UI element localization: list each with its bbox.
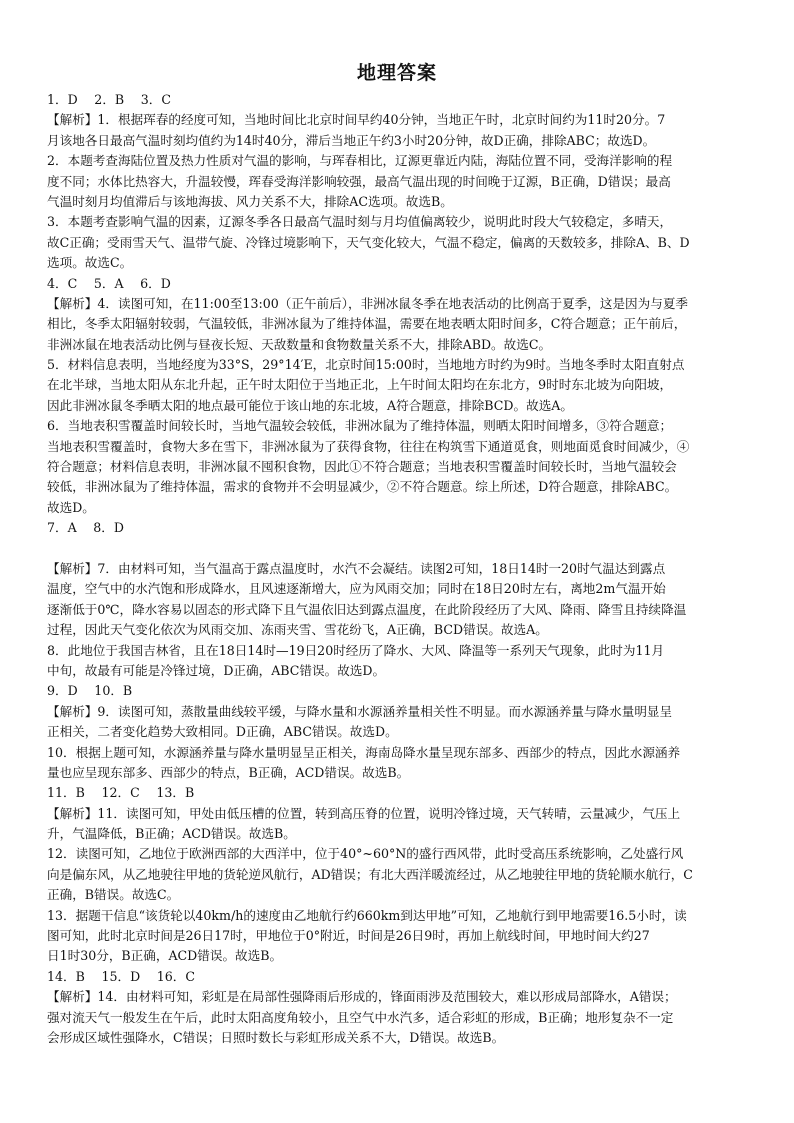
text-line: 6．当地表积雪覆盖时间较长时，当地气温较会较低，非洲冰鼠为了维持体温，则晒太阳时间增多，③符合题意； [47,418,673,434]
text-line: 符合题意；材料信息表明，非洲冰鼠不囤积食物，因此①不符合题意；当地表积雪覆盖时间较长时，当地气温较会 [47,459,677,475]
text-line: 【解析】1．根据珲春的经度可知，当地时间比北京时间早约40分钟，当地正午时，北京时间约为11时20分。7 [47,112,666,128]
text-line: 2．本题考查海陆位置及热力性质对气温的影响，与珲春相比，辽源更靠近内陆，海陆位置不同，受海洋影响的程 [47,153,673,169]
blank-line [47,539,769,559]
text-line: 相比，冬季太阳辐射较弱，气温较低，非洲冰鼠为了维持体温，需要在地表晒太阳时间多，C符合题意；正午前后， [47,316,687,332]
text-line: 度不同；水体比热容大，升温较慢，珲春受海洋影响较强，最高气温出现的时间晚于辽源，B正确，D错误；最高 [47,173,671,189]
text-line: 气温时刻月均值滞后与该地海拔、风力关系不大，排除AC选项。故选B。 [47,193,453,209]
text-line: 会形成区域性强降水，C错误；日照时数长与彩虹形成关系不大，D错误。故选B。 [47,1029,505,1045]
text-line: 10．根据上题可知，水源涵养量与降水量明显呈正相关，海南岛降水量呈现东部多、西部少的特点，因此水源涵养 [47,744,681,760]
text-line: 正确，B错误。故选C。 [47,887,180,903]
text-line: 5．材料信息表明，当地经度为33°S，29°14′E，北京时间15:00时，当地地方时约为9时。当地冬季时太阳直射点 [47,357,685,373]
text-line: 当地表积雪覆盖时，食物大多在雪下，非洲冰鼠为了获得食物，往往在构筑雪下通道觅食，则地面觅食时间减少，④ [47,438,690,454]
text-line: 图可知，此时北京时间是26日17时，甲地位于0°附近，时间是26日9时，再加上航线时间，甲地时间大约27 [47,928,650,944]
text-line: 量也应呈现东部多、西部少的特点，B正确，ACD错误。故选B。 [47,764,410,780]
text-line: 向是偏东风，从乙地驶往甲地的货轮逆风航行，AD错误；有北大西洋暖流经过，从乙地驶往甲地的货轮顺水航行，C [47,866,693,882]
text-line: 13．据题干信息“该货轮以40km/h的速度由乙地航行约660km到达甲地”可知，乙地航行到甲地需要16.5小时，读 [47,907,687,923]
text-line: 【解析】9．读图可知，蒸散量曲线较平缓，与降水量和水源涵养量相关性不明显。而水源涵养量与降水量明显呈 [47,703,673,719]
text-line: 非洲冰鼠在地表活动比例与昼夜长短、天敌数量和食物数量关系不大，排除ABD。故选C。 [47,336,552,352]
text-line: 12．读图可知，乙地位于欧洲西部的大西洋中，位于40°~60°N的盛行西风带，此时受高压系统影响，乙处盛行风 [47,846,684,862]
text-line: 14．B 15．D 16．C [47,968,196,984]
text-line: 较低，非洲冰鼠为了维持体温，需求的食物并不会明显减少，②不符合题意。综上所述，D符合题意，排除ABC。 [47,479,678,495]
text-line: 1．D 2．B 3．C [47,92,172,107]
text-line: 因此非洲冰鼠冬季晒太阳的地点最可能位于该山地的东北坡，A符合题意，排除BCD。故选A。 [47,397,573,413]
text-line: 月该地各日最高气温时刻均值约为14时40分，滞后当地正午约3小时20分钟，故D正确，排除ABC；故选D。 [47,132,656,148]
text-line: 【解析】7．由材料可知，当气温高于露点温度时，水汽不会凝结。读图2可知，18日14时一20时气温达到露点 [47,560,666,576]
text-line: 【解析】14．由材料可知，彩虹是在局部性强降雨后形成的，锋面雨涉及范围较大，难以形成局部降水，A错误； [47,989,677,1005]
text-line: 温度，空气中的水汽饱和形成降水，且风速逐渐增大，应为风雨交加；同时在18日20时左右，离地2m气温开始 [47,581,666,597]
text-line: 【解析】4．读图可知，在11:00至13:00（正午前后），非洲冰鼠冬季在地表活动的比例高于夏季，这是因为与夏季 [47,295,689,311]
text-line: 逐渐低于0℃，降水容易以固态的形式降下且气温依旧达到露点温度，在此阶段经历了大风、降雨、降雪且持续降温 [47,601,687,617]
text-line: 故C正确；受雨雪天气、温带气旋、冷锋过境影响下，天气变化较大，气温不稳定，偏离的天数较多，排除A、B、D [47,234,690,250]
text-line: 4．C 5．A 6．D [47,275,171,291]
text-line: 7．A 8．D [47,520,125,536]
page-title: 地理答案 [356,62,437,84]
text-line: 过程，因此天气变化依次为风雨交加、冻雨夹雪、雪花纷飞，A正确，BCD错误。故选A。 [47,622,548,638]
text-line: 中旬，故最有可能是冷锋过境，D正确，ABC错误。故选D。 [47,662,386,678]
text-line: 【解析】11．读图可知，甲处由低压槽的位置，转到高压脊的位置，说明冷锋过境，天气转晴，云量减少，气压上 [47,805,681,821]
answer-text [47,90,769,1048]
text-line: 11．B 12．C 13．B [47,785,195,801]
text-line: 在北半球，当地太阳从东北升起，正午时太阳位于当地正北，上午时间太阳均在东北方，9时时东北坡为向阳坡， [47,377,673,393]
text-line: 正相关，二者变化趋势大致相同。D正确，ABC错误。故选D。 [47,724,398,740]
text-line: 升，气温降低，B正确；ACD错误。故选B。 [47,826,296,842]
text-line: 8．此地位于我国吉林省，且在18日14时—19日20时经历了降水、大风、降温等一系列天气现象，此时为11月 [47,642,665,658]
text-line: 强对流天气一般发生在午后，此时太阳高度角较小，且空气中水汽多，适合彩虹的形成，B正确；地形复杂不一定 [47,1009,674,1025]
text-line: 选项。故选C。 [47,255,133,271]
text-line: 3．本题考查影响气温的因素，辽源冬季各日最高气温时刻与月均值偏离较少，说明此时段大气较稳定，多晴天， [47,214,673,230]
text-line: 9．D 10．B [47,683,133,699]
text-line: 故选D。 [47,499,95,515]
text-line: 日1时30分，B正确，ACD错误。故选B。 [47,948,283,964]
